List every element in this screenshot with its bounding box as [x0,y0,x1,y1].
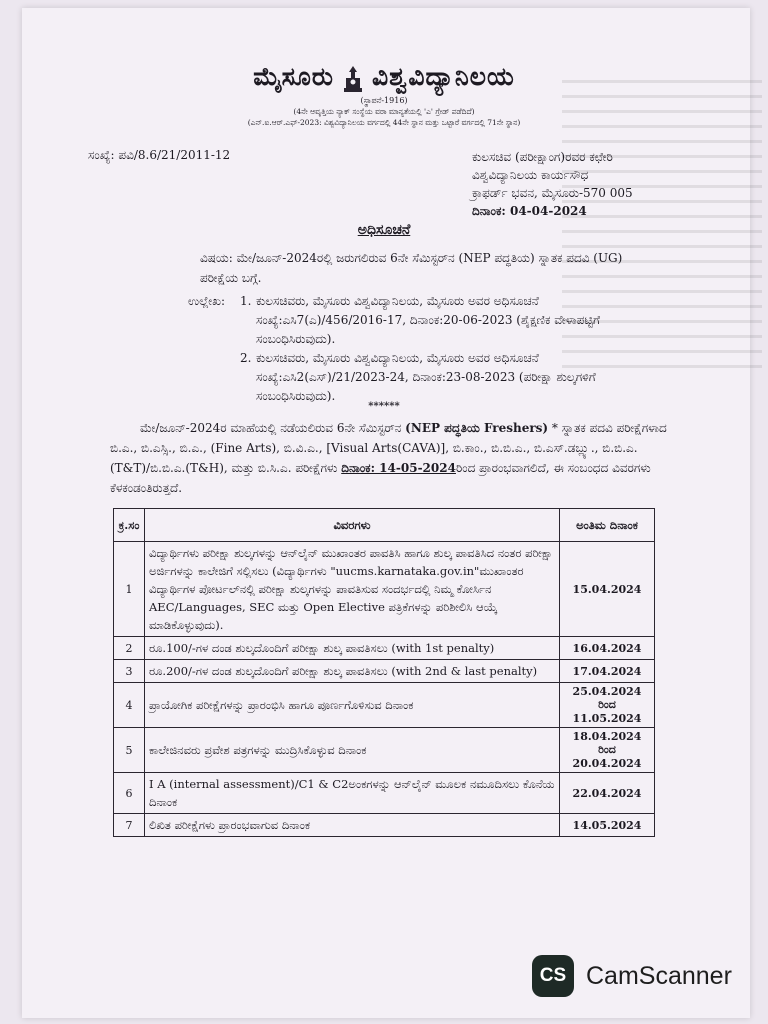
row-detail: ರೂ.200/-ಗಳ ದಂಡ ಶುಲ್ಕದೊಂದಿಗೆ ಪರೀಕ್ಷಾ ಶುಲ್ಕ ಪಾವತಿಸಲು (with 2nd & last penalty) [145,660,560,683]
ranking-line: (ಎನ್.ಐ.ಆರ್.ಎಫ್-2023: ವಿಶ್ವವಿದ್ಯಾನಿಲಯ ವರ್ಗದಲ್ಲಿ 44ನೇ ಸ್ಥಾನ ಮತ್ತು ಒಟ್ಟಾರೆ ವರ್ಗದಲ್ಲಿ 71ನೇ ಸ್ಥಾನ) [247,117,521,127]
body-bold: (NEP ಪದ್ಧತಿಯ Freshers) [405,421,549,435]
row-date: 22.04.2024 [560,773,655,814]
body-text: ಮೇ/ಜೂನ್-2024ರ ಮಾಹೆಯಲ್ಲಿ ನಡೆಯಲಿರುವ 6ನೇ ಸೆಮಿಸ್ಟರ್‌ನ [140,421,406,435]
table-row [114,728,655,773]
row-sl: 2 [114,637,145,660]
subject-text: ಮೇ/ಜೂನ್-2024ರಲ್ಲಿ ಜರುಗಲಿರುವ 6ನೇ ಸೆಮಿಸ್ಟರ್‌ನ (NEP ಪದ್ಧತಿಯ) ಸ್ನಾತಕ ಪದವಿ (UG) ಪರೀಕ್ಷೆಯ ಬಗ್ಗೆ. [200,251,623,285]
table-header-row [114,509,655,542]
schedule-table [113,508,655,837]
header-details: ವಿವರಗಳು [145,509,560,542]
university-name-part: ವಿಶ್ವವಿದ್ಯಾನಿಲಯ [372,62,515,91]
office-line-3: ಕ್ರಾಫರ್ಡ್ ಭವನ, ಮೈಸೂರು-570 005 [472,186,633,200]
reference-number: ಸಂಖ್ಯೆ: ಪವಿ/8.6/21/2011-12 [88,148,231,162]
separator: ****** [368,401,400,412]
university-name [0,62,768,94]
row-date: 17.04.2024 [560,660,655,683]
reference-rest: ಸಂಖ್ಯೆ:ಎಸಿ2(ಎಸ್)/21/2023-24, ದಿನಾಂಕ:23-08-2023 (ಪರೀಕ್ಷಾ ಶುಲ್ಕಗಳಿಗೆ ಸಂಬಂಧಿಸಿರುವುದು). [256,370,596,403]
office-address [472,148,633,220]
row-date: 18.04.2024 ರಿಂದ 20.04.2024 [560,728,655,773]
table-row [114,637,655,660]
row-detail: ವಿದ್ಯಾರ್ಥಿಗಳು ಪರೀಕ್ಷಾ ಶುಲ್ಕಗಳನ್ನು ಆನ್‌ಲೈನ್ ಮುಖಾಂತರ ಪಾವತಿಸಿ ಹಾಗೂ ಶುಲ್ಕ ಪಾವತಿಸಿದ ನಂತರ ಪರೀಕ್ಷಾ ಅರ್ಜಿಗಳನ್ನು ಕಾಲೇಜಿಗೆ ಸಲ್ಲಿಸಲು (ವಿದ್ಯಾರ್ಥಿಗಳು "uucms.karnataka.gov.in"ಮುಖಾಂತರ ವಿದ್ಯಾರ್ಥಿಗಳ ಪೋರ್ಟಲ್‌ನಲ್ಲಿ ಪರೀಕ್ಷಾ ಶುಲ್ಕಗಳನ್ನು ಪಾವತಿಸುವ ಸಂದರ್ಭದಲ್ಲಿ ನಿಮ್ಮ ಕೋರ್ಸಿನ AEC/Languages, SEC ಮತ್ತು Open Elective ಪತ್ರಿಕೆಗಳನ್ನು ಪರಿಶೀಲಿಸಿ ಆಯ್ಕೆ ಮಾಡಿಕೊಳ್ಳುವುದು). [145,542,560,637]
table-row [114,773,655,814]
row-date: 15.04.2024 [560,542,655,637]
row-detail: I A (internal assessment)/C1 & C2ಅಂಕಗಳನ್ನು ಆನ್‌ಲೈನ್ ಮೂಲಕ ನಮೂದಿಸಲು ಕೊನೆಯ ದಿನಾಂಕ [145,773,560,814]
row-sl: 5 [114,728,145,773]
row-detail: ಲಿಖಿತ ಪರೀಕ್ಷೆಗಳು ಪ್ರಾರಂಭವಾಗುವ ದಿನಾಂಕ [145,814,560,837]
row-sl: 4 [114,683,145,728]
reference-line: ಕುಲಸಚಿವರು, ಮೈಸೂರು ವಿಶ್ವವಿದ್ಯಾನಿಲಯ, ಮೈಸೂರು ಅವರ ಅಧಿಸೂಚನೆ [256,351,539,365]
row-sl: 6 [114,773,145,814]
row-detail: ಪ್ರಾಯೋಗಿಕ ಪರೀಕ್ಷೆಗಳನ್ನು ಪ್ರಾರಂಭಿಸಿ ಹಾಗೂ ಪೂರ್ಣಗೊಳಿಸುವ ದಿನಾಂಕ [145,683,560,728]
header-date: ಅಂತಿಮ ದಿನಾಂಕ [560,509,655,542]
office-line-2: ವಿಶ್ವವಿದ್ಯಾನಿಲಯ ಕಾರ್ಯಸೌಧ [472,168,589,182]
references-label: ಉಲ್ಲೇಖ: [188,294,226,308]
body-text: * ಸ್ನಾತಕ ಪದವಿ ಪರೀಕ್ಷೆಗಳಾದ ಬಿ.ಎ., ಬಿ.ಎಸ್ಸಿ., ಬಿ.ಎ., (Fine Arts), ಬಿ.ವಿ.ಎ., [Visual Arts(CAVA)], ಬಿ.ಕಾಂ., ಬಿ.ಬಿ.ಎ., ಬಿ.ಎಸ್.ಡಬ್ಲ್ಯು., ಬಿ.ಬಿ.ಎ.(T&T)/ಬಿ.ಬಿ.ಎ.(T&H), ಮತ್ತು ಬಿ.ಸಿ.ಎ. ಪರೀಕ್ಷೆಗಳು [110,421,667,475]
row-sl: 7 [114,814,145,837]
subject-label: ವಿಷಯ: [200,251,233,265]
row-date: 14.05.2024 [560,814,655,837]
accreditation-line: (4ನೇ ಆವೃತ್ತಿಯ ನ್ಯಾಕ್ ಸಂಸ್ಥೆಯ ವರಾ ಮಾನ್ಯತೆಯಲ್ಲಿ 'ಎ' ಗ್ರೇಡ್ ಪಡೆದಿದೆ) [293,106,475,116]
row-sl: 1 [114,542,145,637]
reference-item [188,349,663,368]
body-text: ರಿಂದ ಪ್ರಾರಂಭವಾಗಲಿದೆ, ಈ ಸಂಬಂಧದ ವಿವರಗಳು ಕೆಳಕಂಡಂತಿರುತ್ತದೆ. [110,461,651,495]
reference-item [188,292,663,311]
table-row [114,814,655,837]
camscanner-watermark: CamScanner [586,962,732,990]
notification-body [110,418,670,498]
reference-number-2: 2. [240,351,252,365]
table-row [114,660,655,683]
subject [200,248,660,288]
references [188,292,663,406]
camscanner-logo-icon: CS [532,955,574,997]
reference-line: ಕುಲಸಚಿವರು, ಮೈಸೂರು ವಿಶ್ವವಿದ್ಯಾನಿಲಯ, ಮೈಸೂರು ಅವರ ಅಧಿಸೂಚನೆ [256,294,539,308]
established-line: (ಸ್ಥಾಪನೆ-1916) [360,95,408,105]
row-detail: ರೂ.100/-ಗಳ ದಂಡ ಶುಲ್ಕದೊಂದಿಗೆ ಪರೀಕ್ಷಾ ಶುಲ್ಕ ಪಾವತಿಸಲು (with 1st penalty) [145,637,560,660]
table-row [114,542,655,637]
notification-title: ಅಧಿಸೂಚನೆ [357,222,411,238]
row-detail: ಕಾಲೇಜಿನವರು ಪ್ರವೇಶ ಪತ್ರಗಳನ್ನು ಮುದ್ರಿಸಿಕೊಳ್ಳುವ ದಿನಾಂಕ [145,728,560,773]
header-sl: ಕ್ರ.ಸಂ [114,509,145,542]
table-row [114,683,655,728]
row-date: 25.04.2024 ರಿಂದ 11.05.2024 [560,683,655,728]
row-sl: 3 [114,660,145,683]
university-name-part: ಮೈಸೂರು [253,62,335,91]
exam-start-date: ದಿನಾಂಕ: 14-05-2024 [341,461,456,475]
university-name-text [253,62,515,91]
notification-date: ದಿನಾಂಕ: 04-04-2024 [472,204,587,218]
row-date: 16.04.2024 [560,637,655,660]
reference-number-1: 1. [240,294,252,308]
letterhead [0,62,768,128]
university-emblem-icon [340,64,366,94]
reference-rest: ಸಂಖ್ಯೆ:ಎಸಿ7(ಎ)/456/2016-17, ದಿನಾಂಕ:20-06-2023 (ಶೈಕ್ಷಣಿಕ ವೇಳಾಪಟ್ಟಿಗೆ ಸಂಬಂಧಿಸಿರುವುದು). [256,313,601,346]
office-line-1: ಕುಲಸಚಿವ (ಪರೀಕ್ಷಾಂಗ)ರವರ ಕಛೇರಿ [472,150,613,164]
